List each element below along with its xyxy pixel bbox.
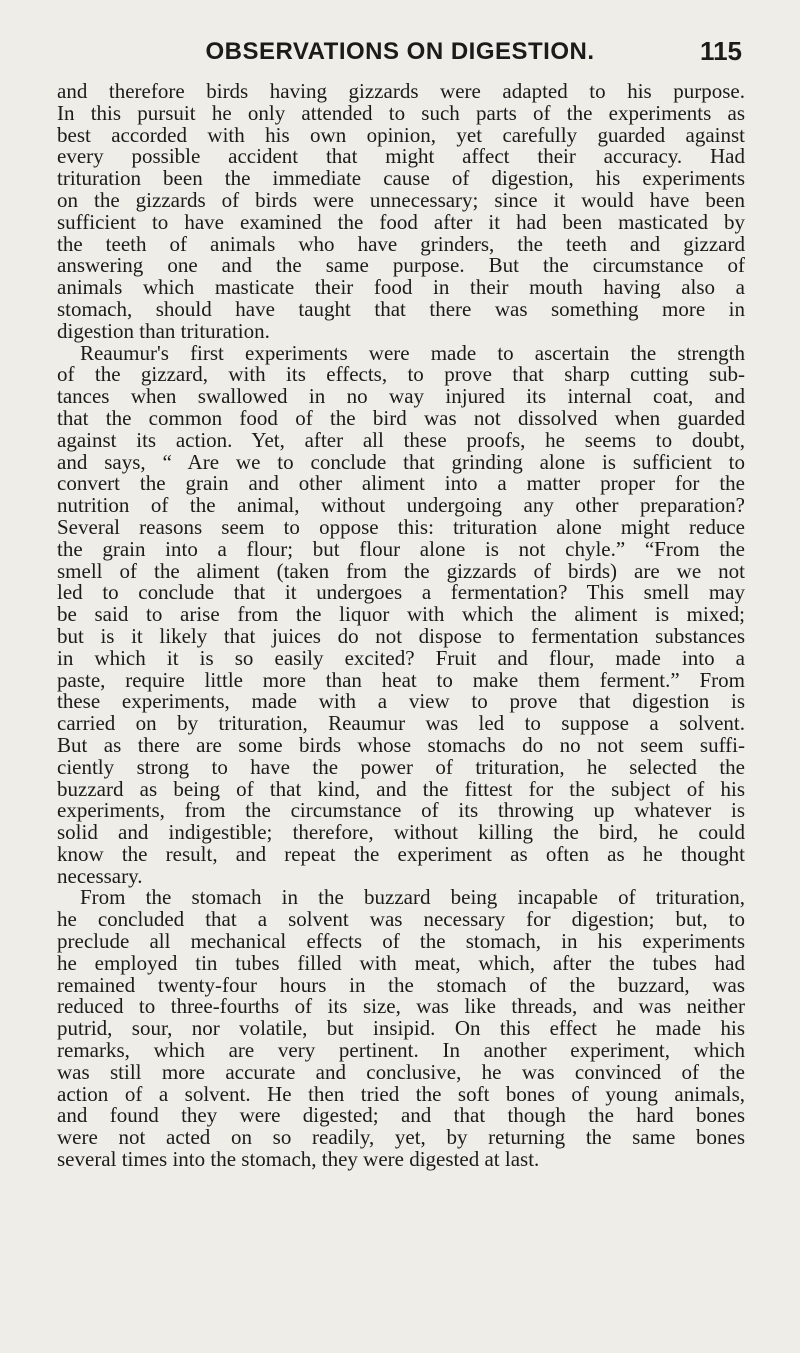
text-line: buzzard as being of that kind, and the fittest for the subject of his: [57, 776, 745, 801]
body-text: [57, 81, 745, 1171]
text-line: against its action. Yet, after all these proofs, he seems to doubt,: [57, 427, 745, 452]
text-line: convert the grain and other aliment into a matter proper for the: [57, 471, 745, 496]
text-line: know the result, and repeat the experiment as often as he thought: [57, 841, 745, 866]
text-line: experiments, from the circumstance of its throwing up whatever is: [57, 798, 745, 823]
text-line: and therefore birds having gizzards were adapted to his purpose.: [57, 79, 745, 103]
page-number: 115: [700, 36, 742, 66]
text-line: of the gizzard, with its effects, to prove that sharp cutting sub-: [57, 362, 745, 387]
text-line: several times into the stomach, they were digested at last.: [57, 1147, 540, 1172]
text-line: necessary.: [57, 863, 143, 888]
text-line: were not acted on so readily, yet, by returning the same bones: [57, 1125, 745, 1150]
text-line: in which it is so easily excited? Fruit and flour, made into a: [57, 645, 745, 670]
text-line: preclude all mechanical effects of the stomach, in his experiments: [57, 929, 745, 954]
text-line: In this pursuit he only attended to such parts of the experiments as: [57, 100, 745, 125]
text-line: remained twenty-four hours in the stomach of the buzzard, was: [57, 972, 745, 997]
text-line: sufficient to have examined the food after it had been masticated by: [57, 209, 745, 234]
text-line: paste, require little more than heat to make them ferment.” From: [57, 667, 745, 692]
text-line: and found they were digested; and that though the hard bones: [57, 1103, 745, 1128]
text-line: Reaumur's first experiments were made to ascertain the strength: [80, 340, 745, 365]
text-line: trituration been the immediate cause of digestion, his experiments: [57, 166, 745, 191]
text-line: putrid, sour, nor volatile, but insipid. On this effect he made his: [57, 1016, 745, 1041]
text-line: the teeth of animals who have grinders, the teeth and gizzard: [57, 231, 745, 256]
text-line: animals which masticate their food in their mouth having also a: [57, 275, 745, 300]
paragraph: [57, 81, 745, 343]
paragraph: [57, 887, 745, 1170]
text-line: remarks, which are very pertinent. In another experiment, which: [57, 1038, 745, 1063]
text-line: But as there are some birds whose stomachs do no not seem suffi-: [57, 732, 745, 757]
page-header: [40, 34, 760, 74]
text-line: stomach, should have taught that there was something more in: [57, 296, 745, 321]
text-line: be said to arise from the liquor with which the aliment is mixed;: [57, 602, 745, 627]
text-line: these experiments, made with a view to prove that digestion is: [57, 689, 745, 714]
text-line: tances when swallowed in no way injured its internal coat, and: [57, 384, 745, 409]
text-line: Several reasons seem to oppose this: trituration alone might reduce: [57, 514, 745, 539]
paragraph: [57, 340, 745, 888]
text-line: on the gizzards of birds were unnecessary; since it would have been: [57, 187, 745, 212]
text-line: and says, “ Are we to conclude that grinding alone is sufficient to: [57, 449, 745, 474]
text-line: that the common food of the bird was not dissolved when guarded: [57, 405, 745, 430]
text-line: digestion than trituration.: [57, 318, 270, 343]
text-line: he concluded that a solvent was necessary for digestion; but, to: [57, 907, 745, 932]
text-line: nutrition of the animal, without undergoing any other preparation?: [57, 493, 745, 518]
text-line: action of a solvent. He then tried the soft bones of young animals,: [57, 1081, 745, 1106]
text-line: carried on by trituration, Reaumur was led to suppose a solvent.: [57, 711, 745, 736]
text-line: ciently strong to have the power of trituration, he selected the: [57, 754, 745, 779]
text-line: answering one and the same purpose. But the circumstance of: [57, 253, 745, 278]
text-line: reduced to three-fourths of its size, was like threads, and was neither: [57, 994, 745, 1019]
text-line: he employed tin tubes filled with meat, which, after the tubes had: [57, 950, 745, 975]
text-line: best accorded with his own opinion, yet carefully guarded against: [57, 122, 745, 147]
text-line: the grain into a flour; but flour alone is not chyle.” “From the: [57, 536, 745, 561]
text-line: solid and indigestible; therefore, without killing the bird, he could: [57, 820, 745, 845]
text-line: led to conclude that it undergoes a fermentation? This smell may: [57, 580, 745, 605]
text-line: was still more accurate and conclusive, he was convinced of the: [57, 1059, 745, 1084]
text-line: every possible accident that might affect their accuracy. Had: [57, 144, 745, 169]
text-line: but is it likely that juices do not dispose to fermentation substances: [57, 623, 745, 648]
running-title: OBSERVATIONS ON DIGESTION.: [205, 38, 595, 65]
text-line: smell of the aliment (taken from the gizzards of birds) are we not: [57, 558, 745, 583]
text-line: From the stomach in the buzzard being incapable of trituration,: [80, 885, 745, 910]
